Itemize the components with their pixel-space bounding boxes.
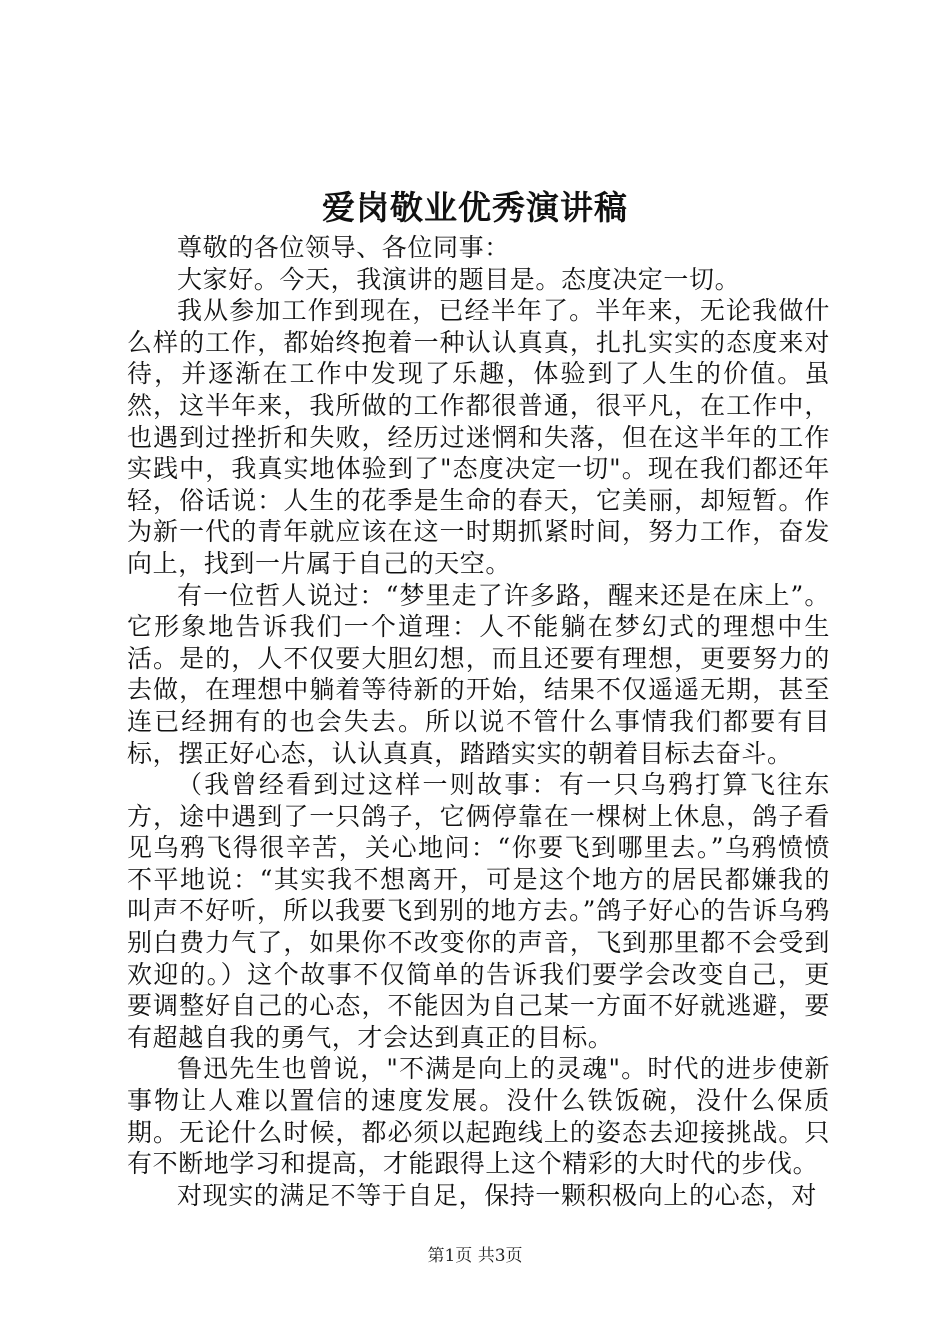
document-body: [127, 232, 830, 1211]
paragraph-greeting: 尊敬的各位领导、各位同事：: [177, 233, 510, 262]
paragraph-philosopher: 有一位哲人说过：“梦里走了许多路，醒来还是在床上”。它形象地告诉我们一个道理：人不能躺在梦幻式的理想中生活。是的，人不仅要大胆幻想，而且还要有理想，更要努力的去做，在理想中躺着等待新的开始，结果不仅遥遥无期，甚至连已经拥有的也会失去。所以说不管什么事情我们都要有目标，摆正好心态，认认真真，踏踏实实的朝着目标去奋斗。: [127, 580, 830, 768]
paragraph-closing: 对现实的满足不等于自足，保持一颗积极向上的心态，对: [177, 1180, 818, 1210]
paragraph-story: （我曾经看到过这样一则故事：有一只乌鸦打算飞往东方，途中遇到了一只鸽子，它俩停靠在一棵树上休息，鸽子看见乌鸦飞得很辛苦，关心地问：“你要飞到哪里去。”乌鸦愤愤不平地说：“其实我不想离开，可是这个地方的居民都嫌我的叫声不好听，所以我要飞到别的地方去。”鸽子好心的告诉乌鸦别白费力气了，如果你不改变你的声音，飞到那里都不会受到欢迎的。）这个故事不仅简单的告诉我们要学会改变自己，更要调整好自己的心态，不能因为自己某一方面不好就逃避，要有超越自我的勇气，才会达到真正的目标。: [127, 770, 830, 1052]
paragraph-intro: 大家好。今天，我演讲的题目是。态度决定一切。: [177, 264, 741, 294]
document-title: 爱岗敬业优秀演讲稿: [322, 188, 628, 227]
paragraph-experience: 我从参加工作到现在，已经半年了。半年来，无论我做什么样的工作，都始终抱着一种认认真真，扎扎实实的态度来对待，并逐渐在工作中发现了乐趣，体验到了人生的价值。虽然，这半年来，我所做的工作都很普通，很平凡，在工作中，也遇到过挫折和失败，经历过迷惘和失落，但在这半年的工作实践中，我真实地体验到了"态度决定一切"。现在我们都还年轻，俗话说：人生的花季是生命的春天，它美丽，却短暂。作为新一代的青年就应该在这一时期抓紧时间，努力工作，奋发向上，找到一片属于自己的天空。: [127, 296, 830, 578]
page-number: 第1页 共3页: [427, 1246, 523, 1266]
paragraph-luxun: 鲁迅先生也曾说，"不满是向上的灵魂"。时代的进步使新事物让人难以置信的速度发展。没什么铁饭碗，没什么保质期。无论什么时候，都必须以起跑线上的姿态去迎接挑战。只有不断地学习和提高，才能跟得上这个精彩的大时代的步伐。: [127, 1054, 830, 1179]
